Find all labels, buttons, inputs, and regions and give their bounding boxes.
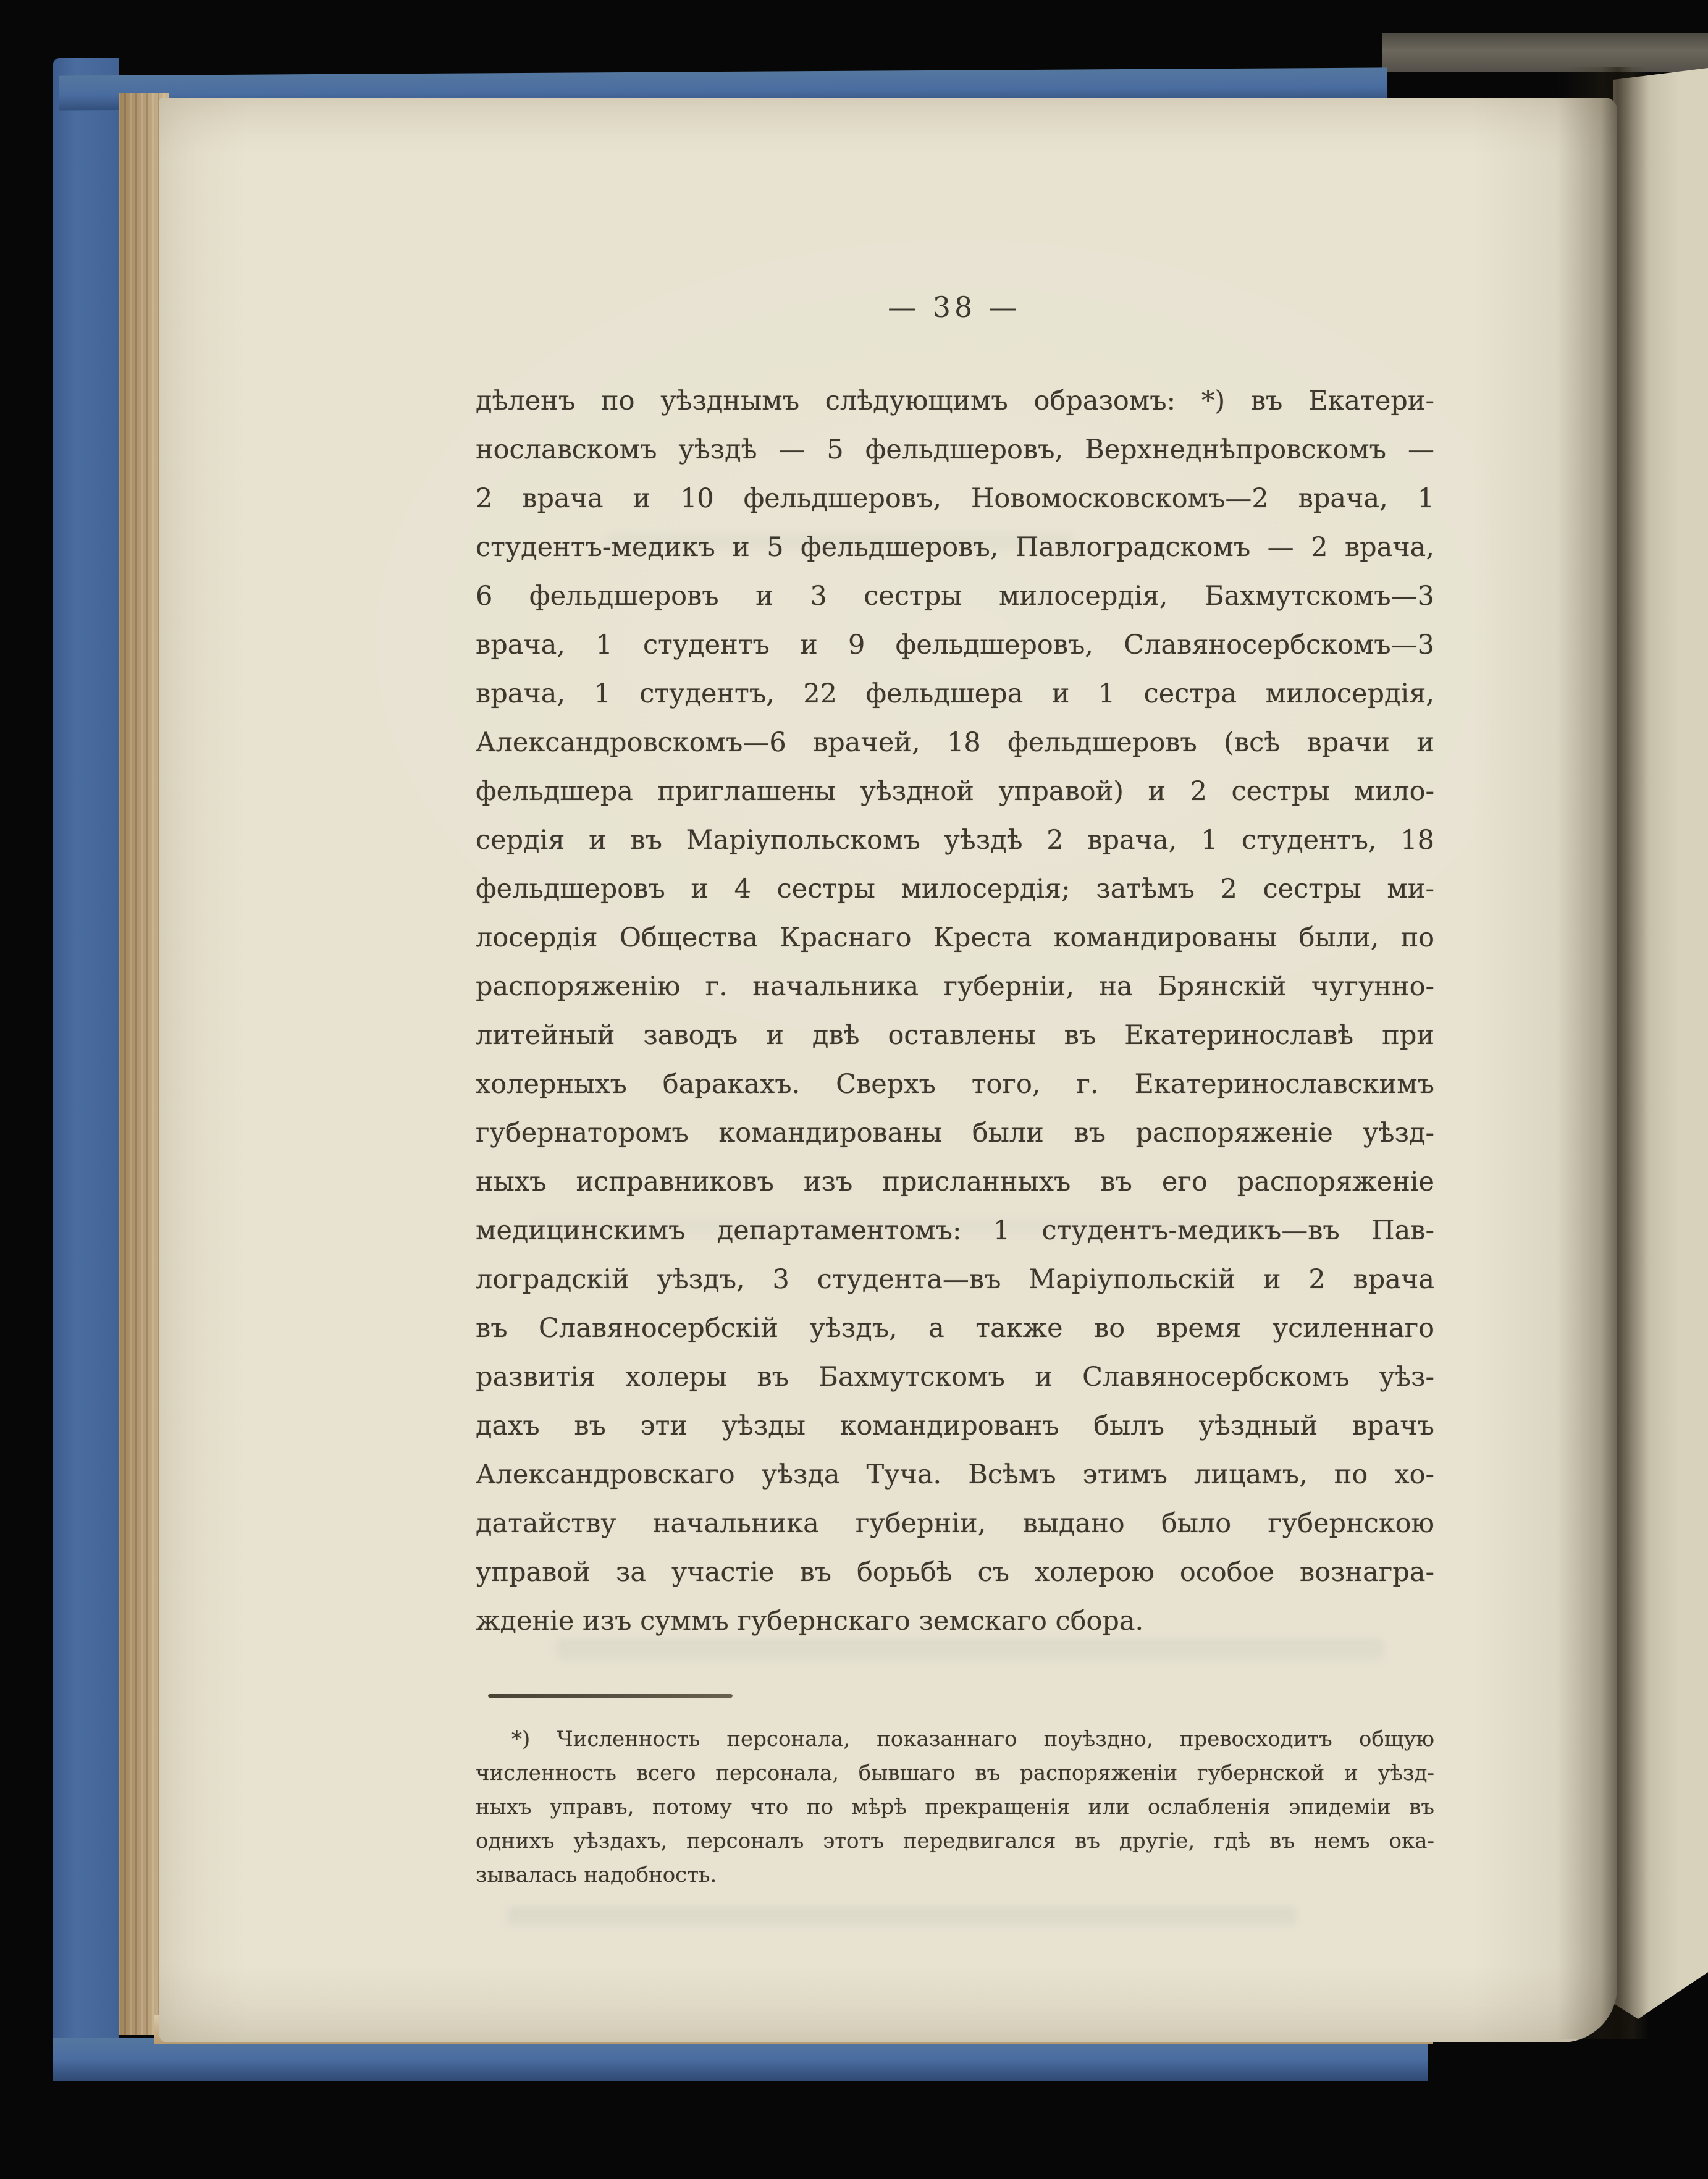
- body-text-line: распоряженію г. начальника губерніи, на Брянскій чугунно-: [476, 971, 1434, 1002]
- footnote: [476, 1722, 1434, 1892]
- body-text-line: управой за участіе въ борьбѣ съ холерою особое вознагра-: [476, 1557, 1434, 1588]
- body-text-line: ныхъ исправниковъ изъ присланныхъ въ его распоряженіе: [476, 1166, 1434, 1197]
- body-text-line: холерныхъ баракахъ. Сверхъ того, г. Екатеринославскимъ: [476, 1069, 1434, 1100]
- body-text-line: въ Славяносербскій уѣздъ, а также во время усиленнаго: [476, 1313, 1434, 1344]
- body-text-line: лосердія Общества Краснаго Креста командированы были, по: [476, 922, 1434, 953]
- body-text-line: фельдшера приглашены уѣздной управой) и 2 сестры мило-: [476, 776, 1434, 807]
- body-text-line: литейный заводъ и двѣ оставлены въ Екатеринославѣ при: [476, 1020, 1434, 1051]
- book-block-top-edge: [1382, 33, 1708, 72]
- body-text-line: 2 врача и 10 фельдшеровъ, Новомосковскомъ—2 врача, 1: [476, 483, 1434, 514]
- body-text-line: развитія холеры въ Бахмутскомъ и Славяносербскомъ уѣз-: [476, 1362, 1434, 1393]
- book-cover-left-edge: [53, 58, 119, 2081]
- footnote-line: ныхъ управъ, потому что по мѣрѣ прекращенія или ослабленія эпидеміи въ: [476, 1795, 1434, 1819]
- footnote-line: однихъ уѣздахъ, персоналъ этотъ передвигался въ другіе, гдѣ въ немъ ока-: [476, 1829, 1434, 1853]
- body-text-line: сердія и въ Маріупольскомъ уѣздѣ 2 врача, 1 студентъ, 18: [476, 825, 1434, 856]
- body-text-line: 6 фельдшеровъ и 3 сестры милосердія, Бахмутскомъ—3: [476, 581, 1434, 612]
- body-text-line: дѣленъ по уѣзднымъ слѣдующимъ образомъ: *) въ Екатери-: [476, 386, 1434, 416]
- body-text-line: студентъ-медикъ и 5 фельдшеровъ, Павлоградскомъ — 2 врача,: [476, 532, 1434, 563]
- footnote-separator-rule: [488, 1694, 733, 1698]
- body-text-line: медицинскимъ департаментомъ: 1 студентъ-медикъ—въ Пав-: [476, 1215, 1434, 1246]
- footnote-line: численность всего персонала, бывшаго въ распоряженіи губернской и уѣзд-: [476, 1761, 1434, 1785]
- body-text-line: дахъ въ эти уѣзды командированъ былъ уѣздный врачъ: [476, 1410, 1434, 1441]
- page-number: — 38 —: [888, 290, 1021, 324]
- body-text: [476, 377, 1434, 1646]
- footnote-line: зывалась надобность.: [476, 1863, 717, 1887]
- facing-page: [1613, 68, 1708, 2019]
- body-text-line: губернаторомъ командированы были въ распоряженіе уѣзд-: [476, 1118, 1434, 1149]
- body-text-line: врача, 1 студентъ и 9 фельдшеровъ, Славяносербскомъ—3: [476, 630, 1434, 660]
- body-text-line: жденіе изъ суммъ губернскаго земскаго сбора.: [476, 1606, 1144, 1637]
- footnote-line: *) Численность персонала, показаннаго поуѣздно, превосходитъ общую: [511, 1727, 1434, 1751]
- body-text-line: лоградскій уѣздъ, 3 студента—въ Маріупольскій и 2 врача: [476, 1264, 1434, 1295]
- body-text-line: Александровскаго уѣзда Туча. Всѣмъ этимъ лицамъ, по хо-: [476, 1459, 1434, 1490]
- body-text-line: датайству начальника губерніи, выдано было губернскою: [476, 1508, 1434, 1539]
- body-text-line: фельдшеровъ и 4 сестры милосердія; затѣмъ 2 сестры ми-: [476, 874, 1434, 904]
- body-text-line: Александровскомъ—6 врачей, 18 фельдшеровъ (всѣ врачи и: [476, 727, 1434, 758]
- book-cover-bottom-edge: [53, 2038, 1428, 2081]
- body-text-line: нославскомъ уѣздѣ — 5 фельдшеровъ, Верхнеднѣпровскомъ —: [476, 434, 1434, 465]
- body-text-line: врача, 1 студентъ, 22 фельдшера и 1 сестра милосердія,: [476, 678, 1434, 709]
